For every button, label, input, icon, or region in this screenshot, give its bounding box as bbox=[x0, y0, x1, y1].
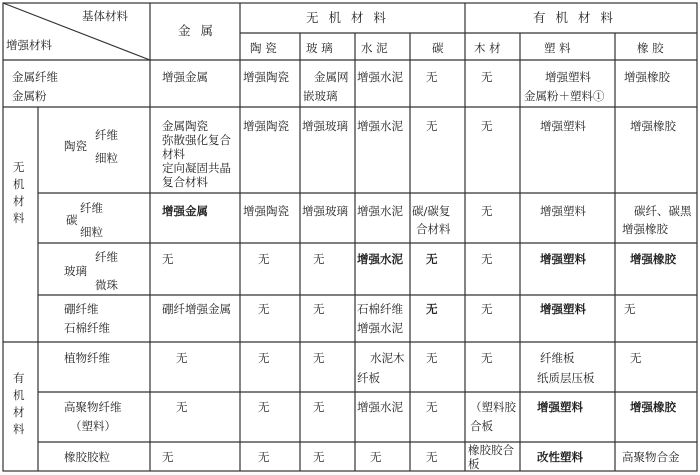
table-cell: 无 bbox=[258, 252, 270, 266]
table-cell: 金属粉＋塑料① bbox=[524, 89, 605, 103]
table-cell: 无 bbox=[481, 252, 493, 266]
table-cell: 无 bbox=[313, 351, 325, 365]
table-cell: 增强陶瓷 bbox=[243, 204, 289, 218]
header-col-cement: 水 泥 bbox=[361, 41, 388, 55]
header-inorganic: 无 机 材 料 bbox=[306, 10, 389, 25]
table-cell: 弥散强化复合 bbox=[162, 133, 231, 147]
table-cell: 碳/碳复 bbox=[412, 204, 451, 218]
table-cell: 增强橡胶 bbox=[622, 222, 668, 236]
table-cell: 无 bbox=[258, 351, 270, 365]
header-col-rubber: 橡 胶 bbox=[637, 41, 664, 55]
table-cell: 纸质层压板 bbox=[537, 371, 595, 385]
table-cell: 增强塑料 bbox=[545, 70, 591, 84]
table-cell: 板 bbox=[468, 457, 480, 471]
group-organic-char: 机 bbox=[13, 388, 25, 402]
table-cell: 增强水泥 bbox=[357, 119, 403, 133]
table-cell: （塑料胶 bbox=[470, 400, 516, 414]
table-cell: 增强陶瓷 bbox=[243, 119, 289, 133]
table-cell: 高聚物合金 bbox=[622, 450, 680, 464]
header-col-carbon: 碳 bbox=[432, 41, 444, 55]
table-cell: 无 bbox=[313, 252, 325, 266]
table-cell: 增强玻璃 bbox=[302, 119, 348, 133]
table-cell: 无 bbox=[481, 204, 493, 218]
table-cell: 无 bbox=[630, 351, 642, 365]
table-cell: 无 bbox=[313, 400, 325, 414]
group-inorganic-char: 无 bbox=[13, 160, 25, 174]
row-label: 陶瓷 bbox=[64, 139, 87, 153]
row-label: 纤维 bbox=[95, 128, 118, 142]
row-label: 碳 bbox=[66, 213, 78, 227]
table-cell: 合材料 bbox=[416, 222, 451, 236]
table-cell: 硼纤增强金属 bbox=[162, 302, 231, 316]
row-label: 橡胶胶粒 bbox=[64, 450, 110, 464]
table-cell: 增强塑料 bbox=[540, 204, 586, 218]
table-cell: 增强陶瓷 bbox=[243, 70, 289, 84]
table-cell: 无 bbox=[426, 252, 438, 266]
header-metal: 金 属 bbox=[178, 23, 216, 38]
row-label: 微珠 bbox=[95, 278, 118, 292]
row-label: 玻璃 bbox=[64, 264, 87, 278]
table-cell: 无 bbox=[258, 302, 270, 316]
table-cell: 无 bbox=[313, 302, 325, 316]
table-cell: 增强玻璃 bbox=[302, 204, 348, 218]
table-cell: 无 bbox=[481, 119, 493, 133]
table-cell: 增强水泥 bbox=[357, 252, 403, 266]
table-cell: 增强塑料 bbox=[540, 252, 586, 266]
table-cell: 无 bbox=[370, 450, 382, 464]
table-cell: 无 bbox=[624, 302, 636, 316]
table-cell: 无 bbox=[176, 400, 188, 414]
row-label: 高聚物纤维 bbox=[64, 400, 122, 414]
table-cell: 无 bbox=[426, 450, 438, 464]
table-cell: 石棉纤维 bbox=[357, 302, 403, 316]
table-cell: 嵌玻璃 bbox=[303, 89, 338, 103]
table-cell: 无 bbox=[313, 450, 325, 464]
table-cell: 增强橡胶 bbox=[624, 70, 670, 84]
table-cell: 增强塑料 bbox=[540, 302, 586, 316]
row-label: 细粒 bbox=[80, 225, 103, 239]
table-cell: 增强橡胶 bbox=[630, 252, 676, 266]
row-label: 石棉纤维 bbox=[64, 321, 110, 335]
table-cell: 金属网 bbox=[314, 70, 349, 84]
header-col-glass: 玻 璃 bbox=[306, 41, 333, 55]
table-cell: 无 bbox=[426, 70, 438, 84]
table-cell: 增强金属 bbox=[162, 204, 208, 218]
group-organic-char: 有 bbox=[13, 371, 25, 385]
table-cell: 无 bbox=[162, 450, 174, 464]
table-cell: 无 bbox=[426, 351, 438, 365]
table-cell: 增强水泥 bbox=[357, 400, 403, 414]
row-label: （塑料） bbox=[70, 419, 116, 433]
row-label: 纤维 bbox=[95, 250, 118, 264]
row-label: 金属纤维 bbox=[12, 70, 58, 84]
table-cell: 无 bbox=[426, 119, 438, 133]
table-cell: 增强水泥 bbox=[357, 321, 403, 335]
table-cell: 增强水泥 bbox=[357, 70, 403, 84]
table-cell: 无 bbox=[481, 351, 493, 365]
table-cell: 增强橡胶 bbox=[630, 119, 676, 133]
table-cell: 碳纤、碳黑 bbox=[634, 204, 692, 218]
row-label: 金属粉 bbox=[12, 89, 47, 103]
table-cell: 增强水泥 bbox=[357, 204, 403, 218]
table-cell: 增强塑料 bbox=[540, 119, 586, 133]
table-cell: 无 bbox=[481, 70, 493, 84]
table-cell: 材料 bbox=[162, 147, 185, 161]
table-cell: 增强塑料 bbox=[537, 400, 583, 414]
table-cell: 无 bbox=[162, 252, 174, 266]
table-cell: 复合材料 bbox=[162, 175, 208, 189]
table-cell: 无 bbox=[426, 302, 438, 316]
table-cell: 增强金属 bbox=[162, 70, 208, 84]
table-cell: 定向凝固共晶 bbox=[162, 161, 231, 175]
group-inorganic-char: 料 bbox=[13, 211, 25, 225]
table-cell: 合板 bbox=[470, 419, 493, 433]
row-label: 细粒 bbox=[95, 151, 118, 165]
header-col-wood: 木 材 bbox=[474, 41, 501, 55]
header-col-ceramic: 陶 瓷 bbox=[250, 41, 277, 55]
group-organic-char: 料 bbox=[13, 422, 25, 436]
table-cell: 金属陶瓷 bbox=[162, 119, 208, 133]
group-organic-char: 材 bbox=[13, 405, 25, 419]
table-cell: 橡胶胶合 bbox=[468, 443, 514, 457]
table-cell: 纤维板 bbox=[540, 351, 575, 365]
header-base-material: 基体材料 bbox=[82, 9, 128, 23]
group-inorganic-char: 材 bbox=[13, 194, 25, 208]
header-reinforcement: 增强材料 bbox=[6, 38, 52, 52]
table-cell: 无 bbox=[481, 302, 493, 316]
group-inorganic-char: 机 bbox=[13, 177, 25, 191]
table-cell: 增强橡胶 bbox=[630, 400, 676, 414]
header-col-plastic: 塑 料 bbox=[544, 41, 571, 55]
table-cell: 纤板 bbox=[357, 371, 380, 385]
table-cell: 无 bbox=[258, 450, 270, 464]
row-label: 硼纤维 bbox=[64, 302, 99, 316]
table-cell: 改性塑料 bbox=[537, 450, 583, 464]
row-label: 植物纤维 bbox=[64, 351, 110, 365]
table-cell: 无 bbox=[258, 400, 270, 414]
table-cell: 无 bbox=[426, 400, 438, 414]
table-cell: 无 bbox=[176, 351, 188, 365]
table-cell: 水泥木 bbox=[370, 351, 405, 365]
row-label: 纤维 bbox=[80, 201, 103, 215]
header-organic: 有 机 材 料 bbox=[533, 10, 616, 25]
